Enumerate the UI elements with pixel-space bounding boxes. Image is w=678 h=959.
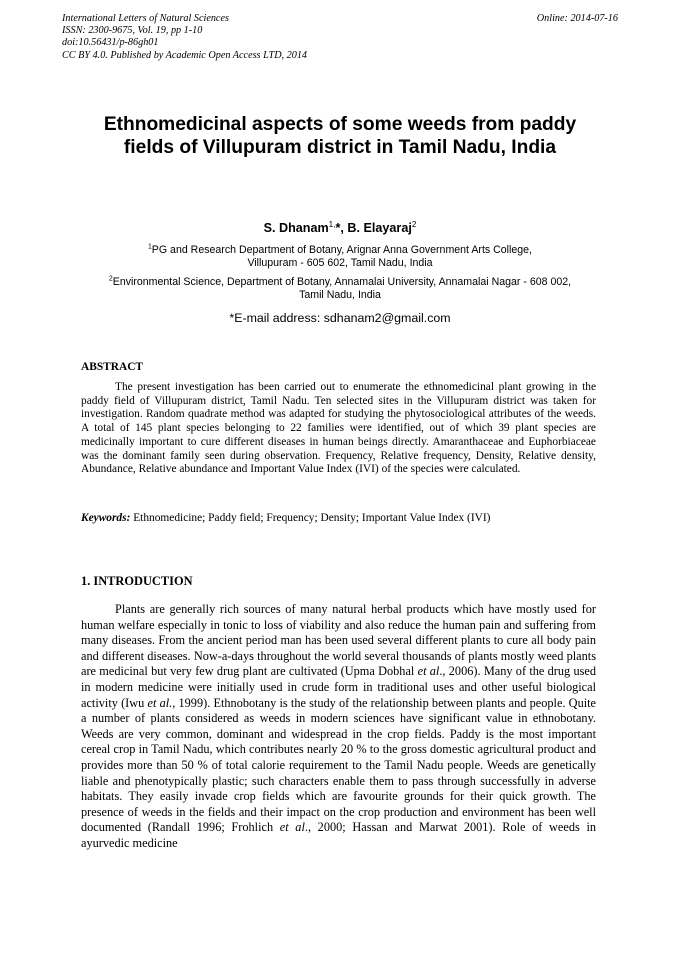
title-line-2: fields of Villupuram district in Tamil Nadu, India: [123, 137, 557, 158]
journal-header: [62, 13, 618, 62]
license-line: CC BY 4.0. Published by Academic Open Access LTD, 2014: [62, 49, 308, 61]
paper-title: [62, 113, 618, 159]
author-2-affiliation: 2: [411, 219, 417, 229]
intro-etal-2: et al.: [147, 695, 173, 710]
affiliation-1-marker: 1: [147, 243, 152, 251]
online-date: Online: 2014-07-16: [536, 13, 618, 24]
affiliation-1: [62, 244, 618, 270]
journal-name: International Letters of Natural Sciences: [62, 13, 229, 24]
abstract-heading: ABSTRACT: [81, 361, 144, 373]
doi-line: doi:10.56431/p-86gh01: [62, 37, 159, 49]
issn-line: ISSN: 2300-9675, Vol. 19, pp 1-10: [62, 25, 203, 37]
intro-etal-3: et al: [279, 820, 305, 835]
corresponding-email: *E-mail address: sdhanam2@gmail.com: [229, 311, 451, 325]
intro-etal-1: et al: [417, 664, 440, 679]
affiliation-2-line-2: Tamil Nadu, India: [299, 289, 381, 301]
corresponding-star: *: [335, 221, 341, 235]
intro-text-3: , 1999). Ethnobotany is the study of the relationship between plants and people. Quite a number of plants considered as weeds in modern sciences have significant value in ethnobotany. Weeds are very common, dominant and widespread in the crop fields. Paddy is the most important cereal crop in Tamil Nadu, which contributes nearly 20 % to the gross domestic agricultural product and provides more than 50 % of total calorie requirement to the Tamil Nadu people. Weeds are genetically liable and phenotypically plastic; such characters enable them to pass through successfully in adverse habitats. They easily invade crop fields which are favourite grounds for their quick growth. The presence of weeds in the fields and their impact on the crop production and environment has been well documented (Randall 1996; Frohlich: [81, 695, 597, 835]
intro-text-1: Plants are generally rich sources of many natural herbal products which have mostly used for human welfare especially in tonic to loss of viability and also reduce the human pain and suffering from many diseases. From the ancient period man has been used several different plants to cure all body pain and different diseases. Now-a-days throughout the world several thousands of plants mostly weed plants are medicinal but very few drug plant are cultivated (Upma Dobhal: [81, 602, 596, 679]
author-2: B. Elayaraj: [347, 221, 412, 235]
author-1-affiliation: 1,: [328, 219, 336, 229]
keywords-label: Keywords:: [81, 512, 131, 524]
affiliation-1-line-1: PG and Research Department of Botany, Arignar Anna Government Arts College,: [151, 244, 533, 256]
introduction-paragraph: [81, 602, 596, 852]
affiliation-1-line-2: Villupuram - 605 602, Tamil Nadu, India: [247, 257, 433, 269]
affiliation-2-marker: 2: [108, 275, 113, 283]
introduction-heading: 1. INTRODUCTION: [81, 574, 193, 588]
author-1: S. Dhanam: [263, 221, 329, 235]
author-list: [62, 221, 618, 235]
intro-text-2: ., 2006). Many of the drug used in modern medicine were initially used in crude form in traditional uses and other useful biological activity (Iwu: [81, 664, 597, 710]
author-separator: ,: [340, 221, 348, 235]
intro-text-4: ., 2000; Hassan and Marwat 2001). Role of weeds in ayurvedic medicine: [81, 820, 597, 850]
affiliation-2: [62, 276, 618, 302]
abstract-text: The present investigation has been carried out to enumerate the ethnomedicinal plant growing in the paddy field of Villupuram district, Tamil Nadu. Ten selected sites in the Villupuram district was taken for investigation. Random quadrate method was adapted for studying the phytosociological attributes of the weeds. A total of 145 plant species belonging to 22 families were identified, out of which 39 plant species are medicinally important to cure different diseases in human beings directly. Amaranthaceae and Euphorbiaceae was the dominant family seen during observation. Frequency, Relative frequency, Density, Relative density, Abundance, Relative abundance and Important Value Index (IVI) of the species were calculated.: [81, 381, 596, 476]
keywords-text: Ethnomedicine; Paddy field; Frequency; Density; Important Value Index (IVI): [130, 512, 491, 524]
affiliation-2-line-1: Environmental Science, Department of Botany, Annamalai University, Annamalai Nagar - 608 002,: [112, 276, 572, 288]
title-line-1: Ethnomedicinal aspects of some weeds from paddy: [103, 114, 577, 135]
keywords: [81, 512, 596, 524]
